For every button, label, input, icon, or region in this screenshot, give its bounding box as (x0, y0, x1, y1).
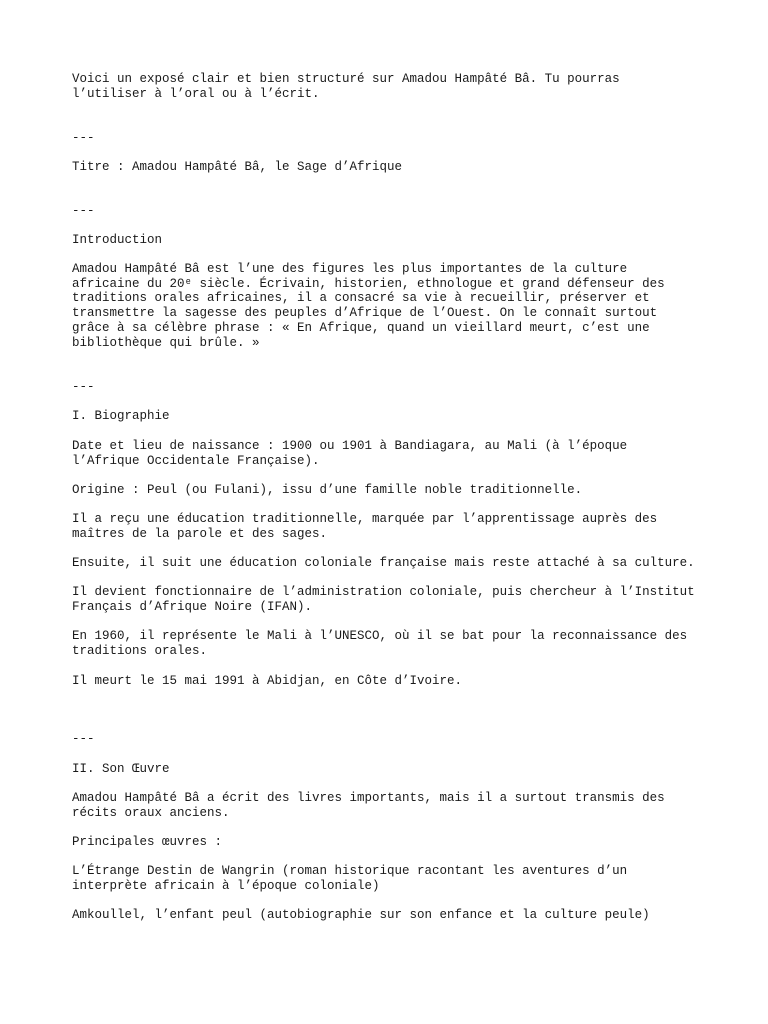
bio-paragraph: Il a reçu une éducation traditionnelle, marquée par l’apprentissage auprès des maîtres de la parole et des sages. (72, 512, 658, 541)
work-item: L’Étrange Destin de Wangrin (roman historique racontant les aventures d’un interprète africain à l’époque coloniale) (72, 864, 628, 893)
separator: --- (72, 204, 95, 218)
bio-paragraph: Origine : Peul (ou Fulani), issu d’une famille noble traditionnelle. (72, 483, 583, 497)
introduction-paragraph: Amadou Hampâté Bâ est l’une des figures les plus importantes de la culture africaine du 20ᵉ siècle. Écrivain, historien, ethnologue et grand défenseur des traditions orales africaines, il a consacré sa vie à recueillir, préserver et transmettre la sagesse des peuples d’Afrique de l’Ouest. On le connaît surtout grâce à sa célèbre phrase : « En Afrique, quand un vieillard meurt, c’est une bibliothèque qui brûle. » (72, 262, 665, 350)
oeuvre-paragraph: Amadou Hampâté Bâ a écrit des livres importants, mais il a surtout transmis des récits oraux anciens. (72, 791, 665, 820)
bio-paragraph: En 1960, il représente le Mali à l’UNESCO, où il se bat pour la reconnaissance des traditions orales. (72, 629, 688, 658)
separator: --- (72, 131, 95, 145)
bio-paragraph: Date et lieu de naissance : 1900 ou 1901 à Bandiagara, au Mali (à l’époque l’Afrique Occidentale Française). (72, 439, 628, 468)
bio-paragraph: Ensuite, il suit une éducation coloniale française mais reste attaché à sa culture. (72, 556, 695, 570)
bio-paragraph: Il meurt le 15 mai 1991 à Abidjan, en Côte d’Ivoire. (72, 674, 463, 688)
bio-paragraph: Il devient fonctionnaire de l’administration coloniale, puis chercheur à l’Institut Français d’Afrique Noire (IFAN). (72, 585, 695, 614)
principales-heading: Principales œuvres : (72, 835, 223, 849)
work-item: Amkoullel, l’enfant peul (autobiographie sur son enfance et la culture peule) (72, 908, 650, 922)
oeuvre-heading: II. Son Œuvre (72, 762, 170, 776)
biographie-heading: I. Biographie (72, 409, 170, 423)
title-line: Titre : Amadou Hampâté Bâ, le Sage d’Afrique (72, 160, 403, 174)
separator: --- (72, 380, 95, 394)
separator: --- (72, 732, 95, 746)
document-page (72, 72, 712, 922)
introduction-heading: Introduction (72, 233, 163, 247)
intro-paragraph: Voici un exposé clair et bien structuré sur Amadou Hampâté Bâ. Tu pourras l’utiliser à l’oral ou à l’écrit. (72, 72, 620, 101)
